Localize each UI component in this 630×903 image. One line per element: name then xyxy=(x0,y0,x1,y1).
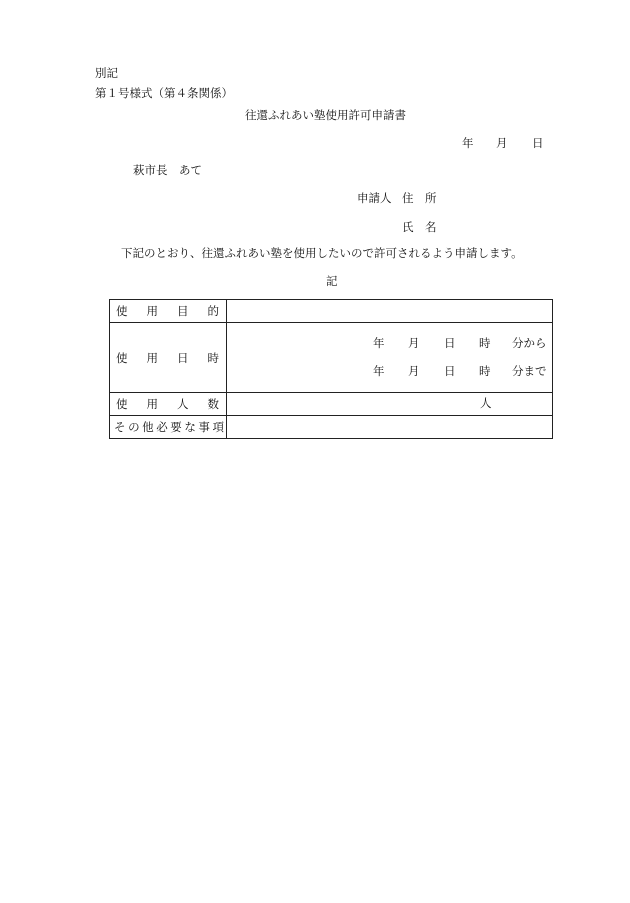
label-char: 使 xyxy=(116,350,128,365)
ki-heading: 記 xyxy=(326,274,338,288)
label-char: 数 xyxy=(207,397,219,411)
document-title: 往還ふれあい塾使用許可申請書 xyxy=(245,108,406,122)
label-char: 事 xyxy=(198,420,210,434)
start-year-label: 年 xyxy=(373,336,385,350)
name-label: 氏 名 xyxy=(402,220,437,234)
attachment-label: 別記 xyxy=(95,66,118,80)
request-statement: 下記のとおり、往還ふれあい塾を使用したいので許可されるよう申請します。 xyxy=(121,246,523,260)
applicant-label: 申請人 xyxy=(357,191,392,205)
label-char: 時 xyxy=(207,350,219,365)
purpose-row xyxy=(110,300,553,323)
label-char: そ xyxy=(114,420,126,434)
label-char: 用 xyxy=(146,304,158,318)
other-row xyxy=(110,416,553,439)
people-value[interactable] xyxy=(227,393,553,416)
end-day-label: 日 xyxy=(444,364,456,378)
purpose-value[interactable] xyxy=(227,300,553,323)
label-char: 必 xyxy=(156,420,168,434)
people-row xyxy=(110,393,553,416)
people-unit-label: 人 xyxy=(480,396,492,410)
date-day-label: 日 xyxy=(532,136,544,150)
label-char: 項 xyxy=(212,420,224,434)
label-char: 的 xyxy=(207,304,219,318)
application-table xyxy=(109,299,553,439)
purpose-label xyxy=(110,300,227,323)
start-hour-label: 時 xyxy=(479,336,491,350)
end-minute-label: 分まで xyxy=(512,364,547,378)
datetime-value[interactable] xyxy=(227,323,553,393)
label-char: 日 xyxy=(177,350,189,365)
label-char: 人 xyxy=(177,397,189,411)
address-label: 住 所 xyxy=(402,191,437,205)
form-number: 第１号様式（第４条関係） xyxy=(95,86,233,100)
label-char: の xyxy=(128,420,140,434)
date-year-label: 年 xyxy=(462,136,474,150)
label-char: 使 xyxy=(116,397,128,411)
start-minute-label: 分から xyxy=(512,336,547,350)
addressee: 萩市長 あて xyxy=(133,163,202,177)
label-char: 使 xyxy=(116,304,128,318)
label-char: 目 xyxy=(177,304,189,318)
other-label xyxy=(110,416,227,439)
end-hour-label: 時 xyxy=(479,364,491,378)
label-char: 要 xyxy=(170,420,182,434)
other-value[interactable] xyxy=(227,416,553,439)
start-day-label: 日 xyxy=(444,336,456,350)
end-year-label: 年 xyxy=(373,364,385,378)
label-char: 用 xyxy=(146,397,158,411)
end-month-label: 月 xyxy=(408,364,420,378)
label-char: 用 xyxy=(146,350,158,365)
datetime-row xyxy=(110,323,553,393)
people-label xyxy=(110,393,227,416)
start-month-label: 月 xyxy=(408,336,420,350)
label-char: な xyxy=(184,420,196,434)
date-month-label: 月 xyxy=(496,136,508,150)
label-char: 他 xyxy=(142,420,154,434)
datetime-label xyxy=(110,323,227,393)
